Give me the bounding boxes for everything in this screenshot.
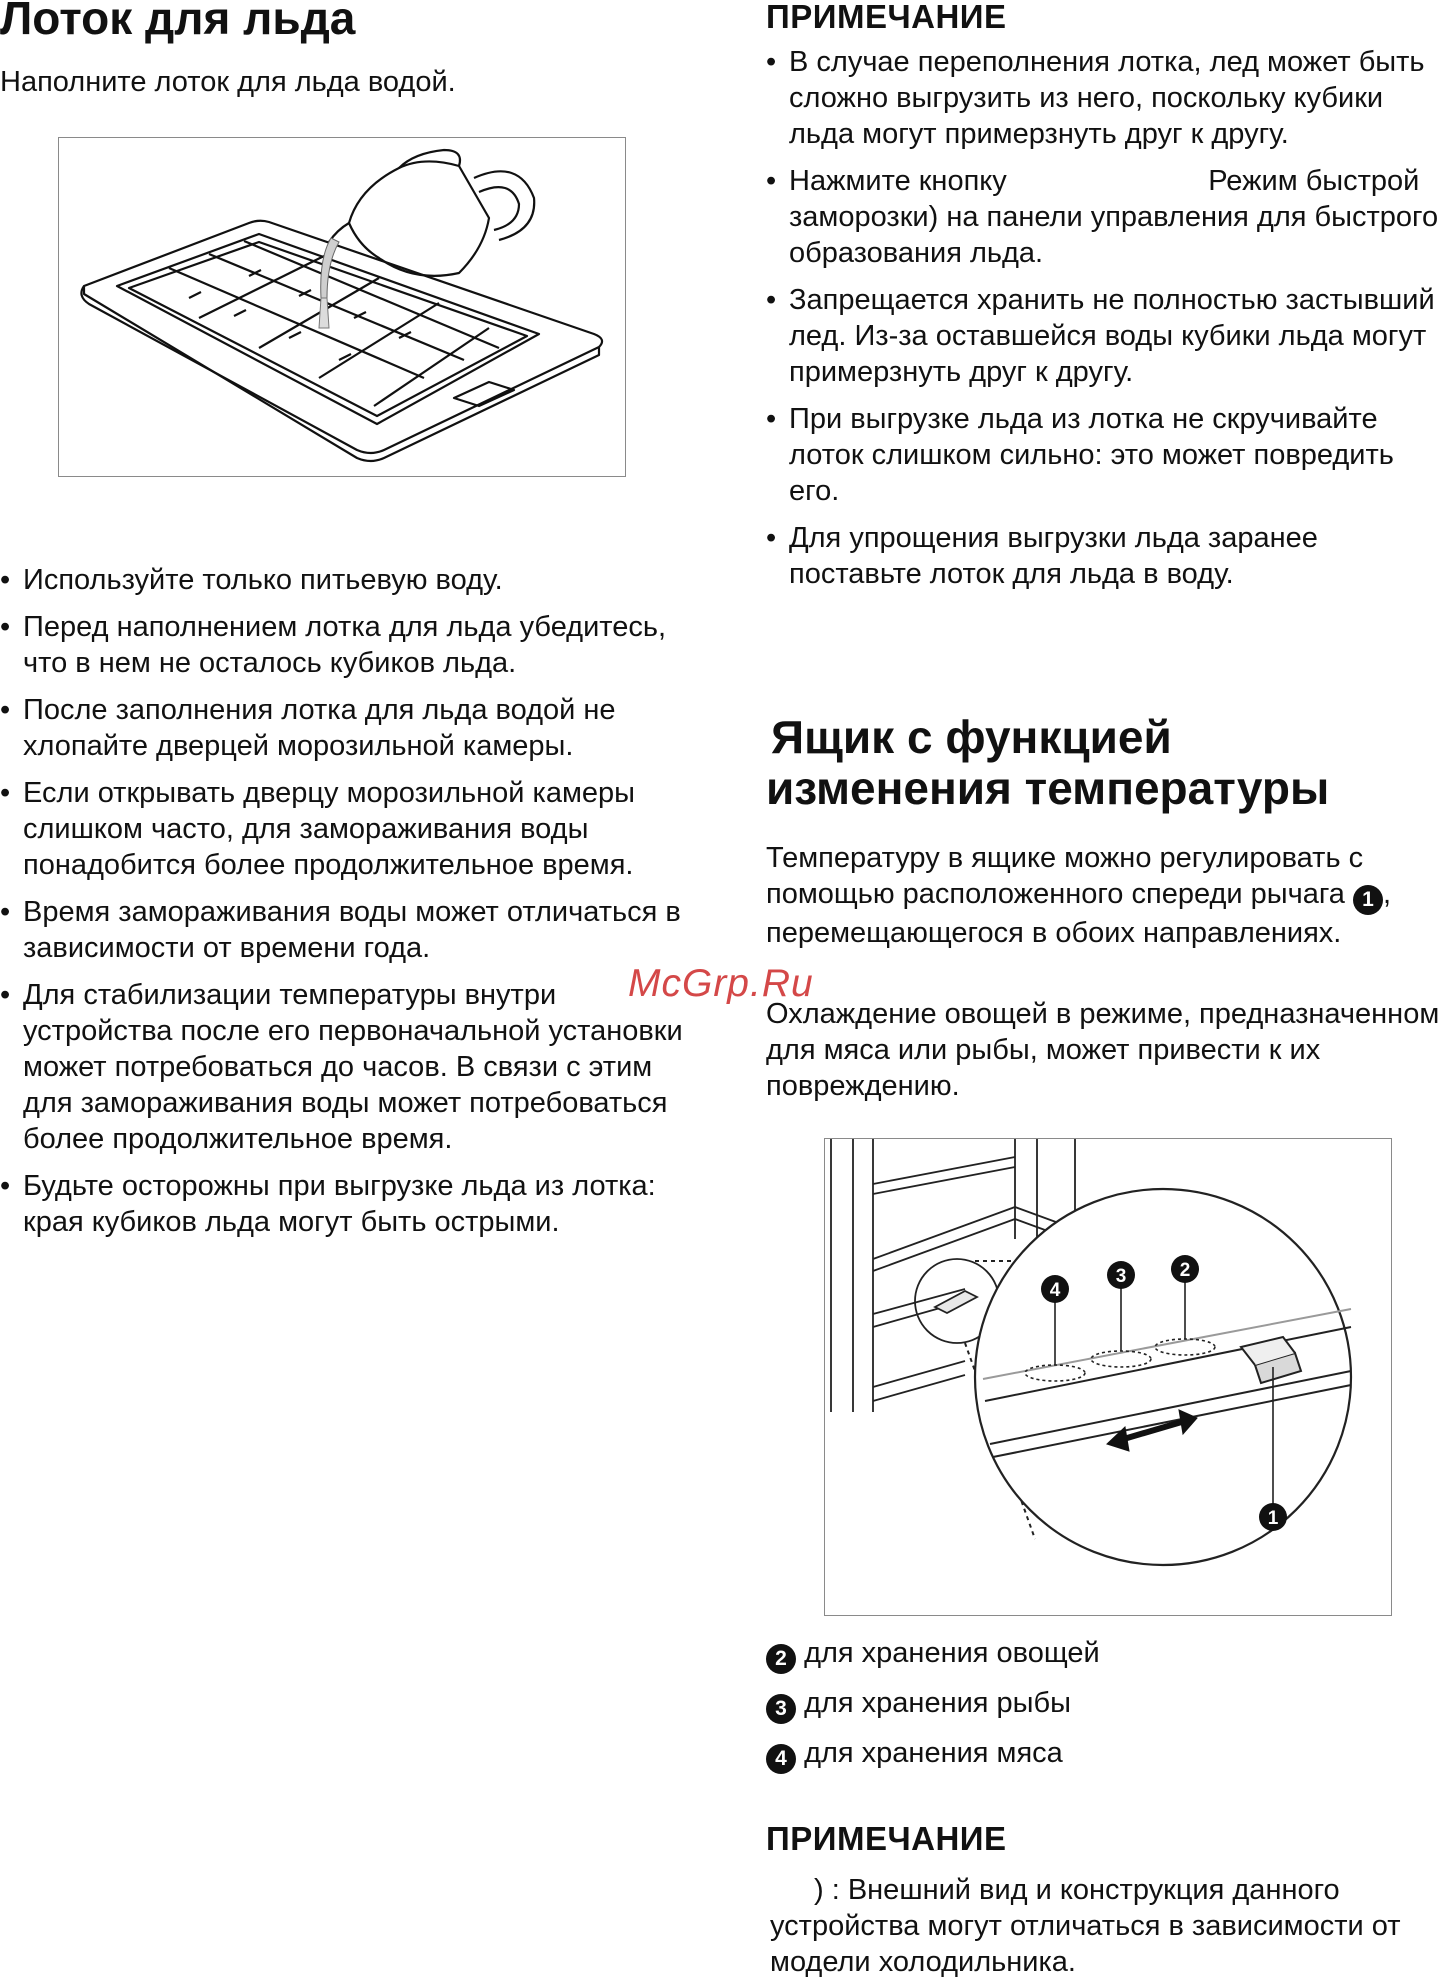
callout-3-label: 3: [1115, 1266, 1127, 1287]
drawer-lever-drawing: [825, 1139, 1391, 1615]
list-item: • Для стабилизации температуры внутри устройства после его первоначальной установки может потребоваться до часов. В связи с этим для замораживания воды может потребоваться более продолжительное время.: [0, 977, 690, 1157]
legend-item: [766, 1735, 1100, 1774]
list-item: • Для упрощения выгрузки льда заранее поставьте лоток для льда в воду.: [766, 520, 1449, 592]
list-item: • После заполнения лотка для льда водой не хлопайте дверцей морозильной камеры.: [0, 692, 690, 764]
legend-text: для хранения мяса: [804, 1737, 1063, 1769]
legend-item: [766, 1685, 1100, 1724]
description-text-end: , перемещающегося в обоих направлениях.: [766, 878, 1392, 949]
drawer-lever-illustration: [824, 1138, 1392, 1616]
callout-3: [1107, 1261, 1135, 1289]
note-bullet-list: [766, 44, 1449, 603]
callout-2-label: 2: [1179, 1260, 1191, 1281]
ice-tray-intro: Наполните лоток для льда водой.: [0, 66, 456, 98]
callout-4: [1041, 1275, 1069, 1303]
section-title-line-1: Ящик с функцией: [771, 711, 1172, 763]
legend-item: [766, 1635, 1100, 1674]
list-item: • Если открывать дверцу морозильной камеры слишком часто, для замораживания воды понадобится более продолжительное время.: [0, 775, 690, 883]
list-item: • Перед наполнением лотка для льда убедитесь, что в нем не осталось кубиков льда.: [0, 609, 690, 681]
ice-tray-illustration: [58, 137, 626, 477]
section-title-line-2: изменения температуры: [766, 762, 1330, 814]
legend-badge: 4: [766, 1744, 796, 1774]
note-text-2: ) : Внешний вид и конструкция данного устройства могут отличаться в зависимости от модели холодильника.: [770, 1874, 1401, 1978]
drawer-warning: Охлаждение овощей в режиме, предназначенном для мяса или рыбы, может привести к их повреждению.: [766, 998, 1440, 1102]
list-item: • При выгрузке льда из лотка не скручивайте лоток слишком сильно: это может повредить его.: [766, 401, 1449, 509]
ice-tray-bullet-list: [0, 562, 690, 1251]
watermark: McGrp.Ru: [628, 962, 814, 1005]
legend-badge: 3: [766, 1694, 796, 1724]
list-item: • Будьте осторожны при выгрузке льда из лотка: края кубиков льда могут быть острыми.: [0, 1168, 690, 1240]
list-item: • Время замораживания воды может отличаться в зависимости от времени года.: [0, 894, 690, 966]
note-title: ПРИМЕЧАНИЕ: [766, 0, 1007, 35]
callout-1-badge: 1: [1353, 885, 1383, 915]
legend-text: для хранения овощей: [804, 1637, 1100, 1669]
list-item: • В случае переполнения лотка, лед может быть сложно выгрузить из него, поскольку кубики льда могут примерзнуть друг к другу.: [766, 44, 1449, 152]
list-item: • Нажмите кнопку Режим быстрой заморозки) на панели управления для быстрого образования льда.: [766, 163, 1449, 271]
list-item: • Запрещается хранить не полностью застывший лед. Из-за оставшейся воды кубики льда могут примерзнуть друг к другу.: [766, 282, 1449, 390]
description-text: Температуру в ящике можно регулировать с помощью расположенного спереди рычага: [766, 842, 1364, 910]
section-title: [766, 712, 1329, 814]
callout-4-label: 4: [1049, 1280, 1061, 1301]
note-title-2: ПРИМЕЧАНИЕ: [766, 1820, 1007, 1857]
legend-badge: 2: [766, 1644, 796, 1674]
drawer-description: [766, 840, 1449, 951]
callout-1: [1259, 1503, 1287, 1531]
ice-tray-drawing: [59, 138, 625, 476]
callout-2: [1171, 1255, 1199, 1283]
callout-1-label: 1: [1267, 1508, 1279, 1529]
legend: [766, 1635, 1100, 1785]
legend-text: для хранения рыбы: [804, 1687, 1071, 1719]
ice-tray-title: Лоток для льда: [0, 0, 356, 44]
list-item: • Используйте только питьевую воду.: [0, 562, 690, 598]
